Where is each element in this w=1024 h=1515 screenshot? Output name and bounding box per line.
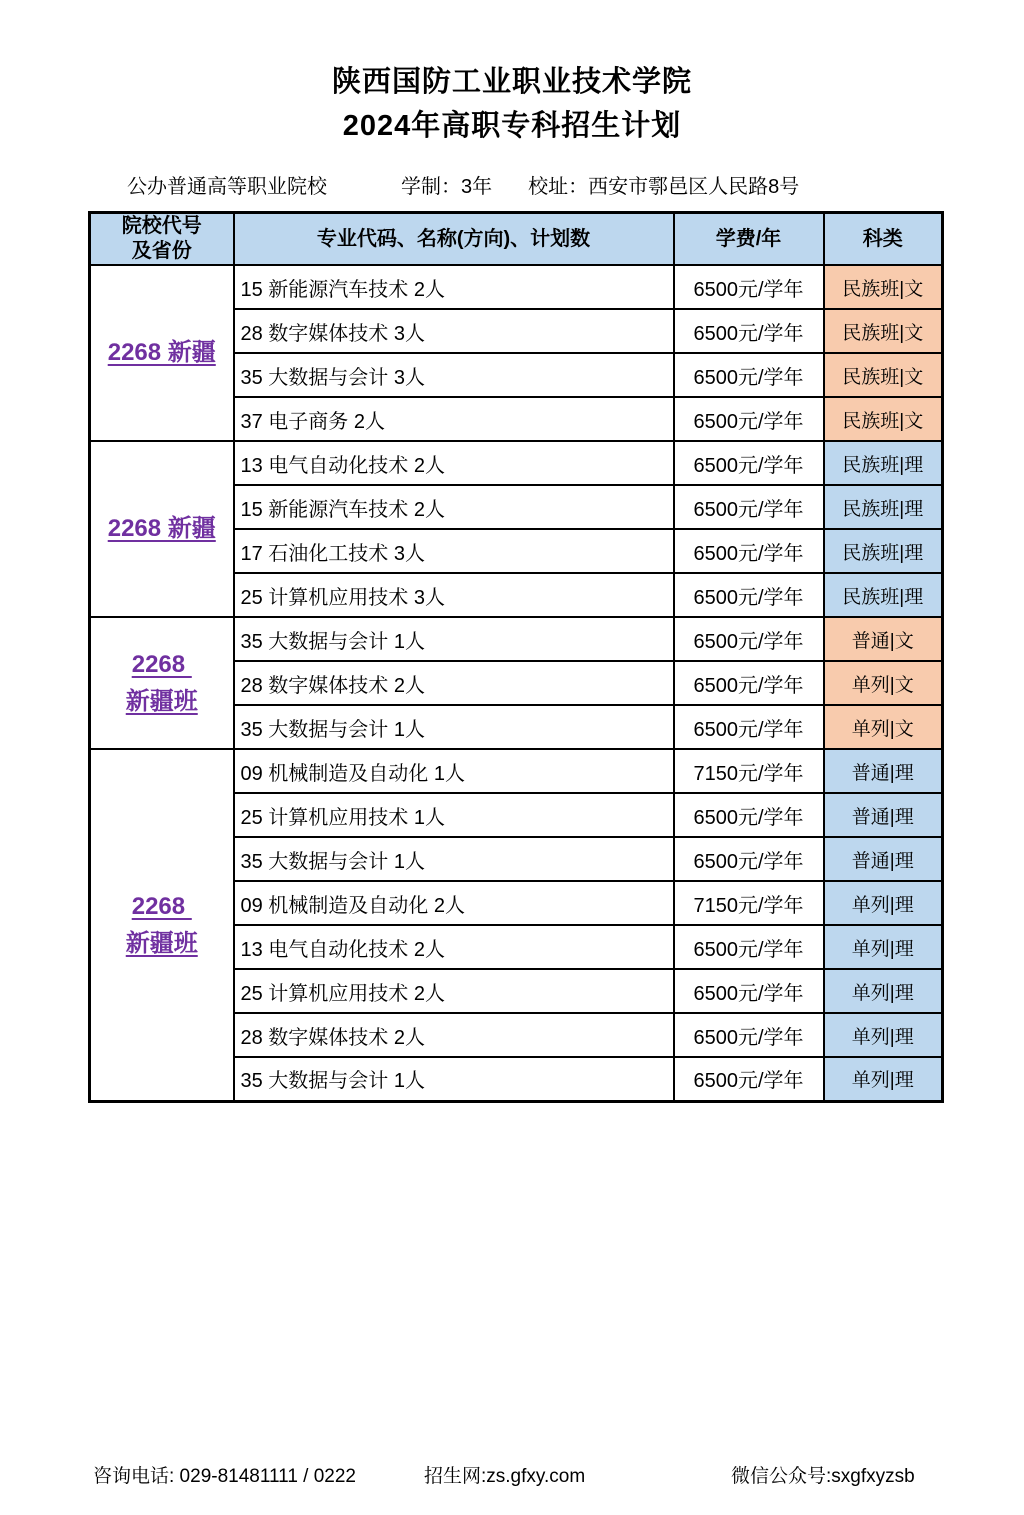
- fee-cell: 6500元/学年: [674, 1057, 824, 1101]
- contact-phone: 咨询电话: 029-81481111 / 0222: [93, 1466, 356, 1487]
- fee-cell: 6500元/学年: [674, 837, 824, 881]
- program-cell: 13 电气自动化技术 2人: [234, 925, 674, 969]
- program-cell: 35 大数据与会计 3人: [234, 353, 674, 397]
- program-cell: 25 计算机应用技术 1人: [234, 793, 674, 837]
- enrollment-plan-table: [88, 211, 944, 1103]
- college-code-label: 2268 新疆: [107, 339, 216, 367]
- program-cell: 37 电子商务 2人: [234, 397, 674, 441]
- category-cell: 民族班|文: [824, 353, 943, 397]
- table-row: [90, 749, 943, 793]
- school-info-line: [127, 176, 1024, 199]
- program-cell: 25 计算机应用技术 3人: [234, 573, 674, 617]
- study-duration-label: 学制：3年: [401, 176, 493, 198]
- category-cell: 单列|理: [824, 881, 943, 925]
- program-cell: 35 大数据与会计 1人: [234, 617, 674, 661]
- category-cell: 民族班|理: [824, 573, 943, 617]
- program-cell: 28 数字媒体技术 2人: [234, 661, 674, 705]
- college-code-label: 新疆班: [125, 929, 198, 957]
- document-page: [0, 66, 1024, 1487]
- college-code-label: 2268 新疆: [107, 515, 216, 543]
- document-title-line2: 2024年高职专科招生计划: [342, 110, 682, 142]
- category-cell: 单列|文: [824, 661, 943, 705]
- school-type-label: 公办普通高等职业院校: [127, 176, 327, 198]
- category-cell: 民族班|文: [824, 265, 943, 309]
- program-cell: 13 电气自动化技术 2人: [234, 441, 674, 485]
- category-cell: 民族班|文: [824, 397, 943, 441]
- fee-cell: 6500元/学年: [674, 793, 824, 837]
- column-header-1: 院校代号 及省份: [90, 213, 234, 266]
- college-code-cell-section-2: [90, 441, 234, 617]
- column-header-4: 科类: [824, 213, 943, 266]
- category-cell: 民族班|文: [824, 309, 943, 353]
- header-row: [90, 213, 943, 266]
- college-code-label: 2268: [131, 650, 192, 678]
- program-cell: 09 机械制造及自动化 1人: [234, 749, 674, 793]
- category-cell: 民族班|理: [824, 441, 943, 485]
- program-cell: 35 大数据与会计 1人: [234, 837, 674, 881]
- campus-address-label: 校址：西安市鄠邑区人民路8号: [528, 176, 800, 198]
- category-cell: 单列|文: [824, 705, 943, 749]
- program-cell: 15 新能源汽车技术 2人: [234, 265, 674, 309]
- fee-cell: 6500元/学年: [674, 661, 824, 705]
- category-cell: 单列|理: [824, 925, 943, 969]
- fee-cell: 6500元/学年: [674, 573, 824, 617]
- fee-cell: 6500元/学年: [674, 265, 824, 309]
- category-cell: 普通|理: [824, 793, 943, 837]
- fee-cell: 7150元/学年: [674, 749, 824, 793]
- table-row: [90, 441, 943, 485]
- table-row: [90, 265, 943, 309]
- page-footer: [0, 1466, 1024, 1492]
- fee-cell: 6500元/学年: [674, 353, 824, 397]
- fee-cell: 7150元/学年: [674, 881, 824, 925]
- category-cell: 单列|理: [824, 1013, 943, 1057]
- category-cell: 单列|理: [824, 1057, 943, 1101]
- college-code-cell-section-1: [90, 265, 234, 441]
- table-body: [90, 265, 943, 1101]
- program-cell: 28 数字媒体技术 3人: [234, 309, 674, 353]
- category-cell: 普通|理: [824, 837, 943, 881]
- fee-cell: 6500元/学年: [674, 485, 824, 529]
- fee-cell: 6500元/学年: [674, 617, 824, 661]
- program-cell: 09 机械制造及自动化 2人: [234, 881, 674, 925]
- program-cell: 35 大数据与会计 1人: [234, 1057, 674, 1101]
- program-cell: 17 石油化工技术 3人: [234, 529, 674, 573]
- fee-cell: 6500元/学年: [674, 441, 824, 485]
- table-header: [90, 213, 943, 266]
- admissions-website: 招生网:zs.gfxy.com: [424, 1466, 586, 1487]
- table-row: [90, 617, 943, 661]
- column-header-2: 专业代码、名称(方向)、计划数: [234, 213, 674, 266]
- column-header-3: 学费/年: [674, 213, 824, 266]
- college-code-cell-section-4: [90, 749, 234, 1101]
- program-cell: 15 新能源汽车技术 2人: [234, 485, 674, 529]
- fee-cell: 6500元/学年: [674, 969, 824, 1013]
- fee-cell: 6500元/学年: [674, 1013, 824, 1057]
- fee-cell: 6500元/学年: [674, 529, 824, 573]
- category-cell: 普通|理: [824, 749, 943, 793]
- program-cell: 35 大数据与会计 1人: [234, 705, 674, 749]
- wechat-account: 微信公众号:sxgfxyzsb: [731, 1466, 915, 1487]
- category-cell: 民族班|理: [824, 529, 943, 573]
- fee-cell: 6500元/学年: [674, 397, 824, 441]
- fee-cell: 6500元/学年: [674, 309, 824, 353]
- category-cell: 单列|理: [824, 969, 943, 1013]
- fee-cell: 6500元/学年: [674, 925, 824, 969]
- college-code-label: 2268: [131, 892, 192, 920]
- program-cell: 28 数字媒体技术 2人: [234, 1013, 674, 1057]
- college-code-cell-section-3: [90, 617, 234, 749]
- college-code-label: 新疆班: [125, 688, 198, 715]
- category-cell: 民族班|理: [824, 485, 943, 529]
- fee-cell: 6500元/学年: [674, 705, 824, 749]
- program-cell: 25 计算机应用技术 2人: [234, 969, 674, 1013]
- document-title-line1: 陕西国防工业职业技术学院: [331, 66, 692, 98]
- category-cell: 普通|文: [824, 617, 943, 661]
